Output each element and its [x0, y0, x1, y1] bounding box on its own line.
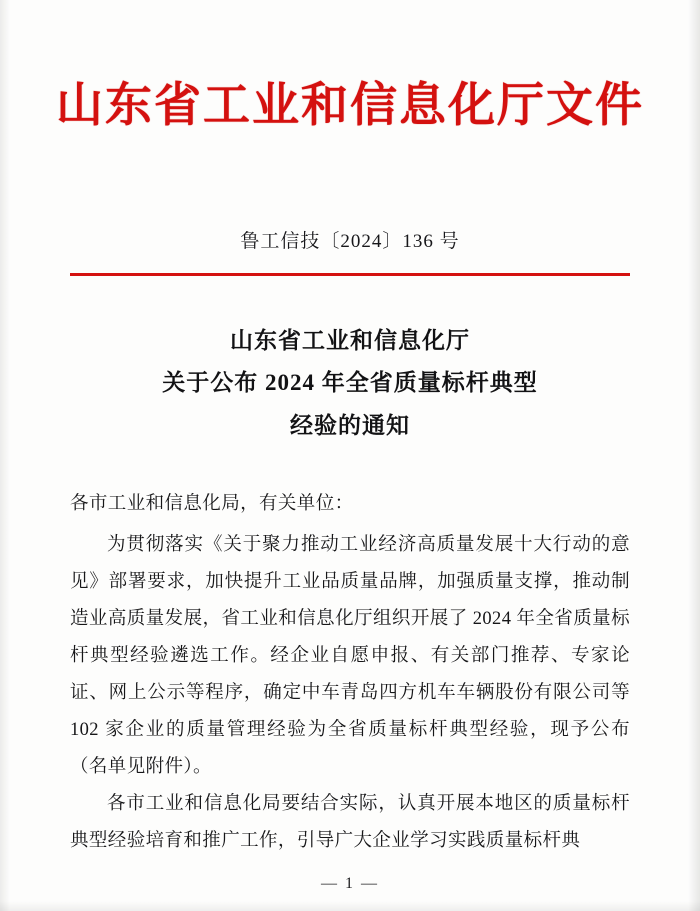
page-edge-shadow-bottom: [0, 901, 700, 911]
body-paragraph-1: 为贯彻落实《关于聚力推动工业经济高质量发展十大行动的意见》部署要求，加快提升工业品质量品牌，加强质量支撑，推动制造业高质量发展，省工业和信息化厅组织开展了 2024 年全省质量标杆典型经验遴选工作。经企业自愿申报、有关部门推荐、专家论证、网上公示等程序，确定中车青岛四方机车车辆股份有限公司等 102 家企业的质量管理经验为全省质量标杆典型经验，现予公布（名单见附件）。: [70, 534, 630, 777]
document-body: [70, 486, 630, 860]
title-line-3: 经验的通知: [290, 412, 410, 438]
page-number-footer: — 1 —: [321, 875, 379, 892]
document-number: 鲁工信技〔2024〕136 号: [240, 231, 460, 253]
document-title: [0, 320, 700, 448]
title-line-2: 关于公布 2024 年全省质量标杆典型: [162, 370, 538, 396]
title-line-1: 山东省工业和信息化厅: [230, 327, 470, 353]
red-separator-rule: [70, 273, 630, 276]
salutation: 各市工业和信息化局，有关单位：: [70, 493, 354, 514]
page-edge-shadow-right: [688, 0, 700, 911]
body-paragraph-2: 各市工业和信息化局要结合实际，认真开展本地区的质量标杆典型经验培育和推广工作，引导广大企业学习实践质量标杆典: [70, 793, 630, 851]
document-header: [0, 0, 700, 134]
issuing-authority-title: 山东省工业和信息化厅文件: [56, 80, 644, 132]
page-edge-shadow-left: [0, 0, 10, 911]
